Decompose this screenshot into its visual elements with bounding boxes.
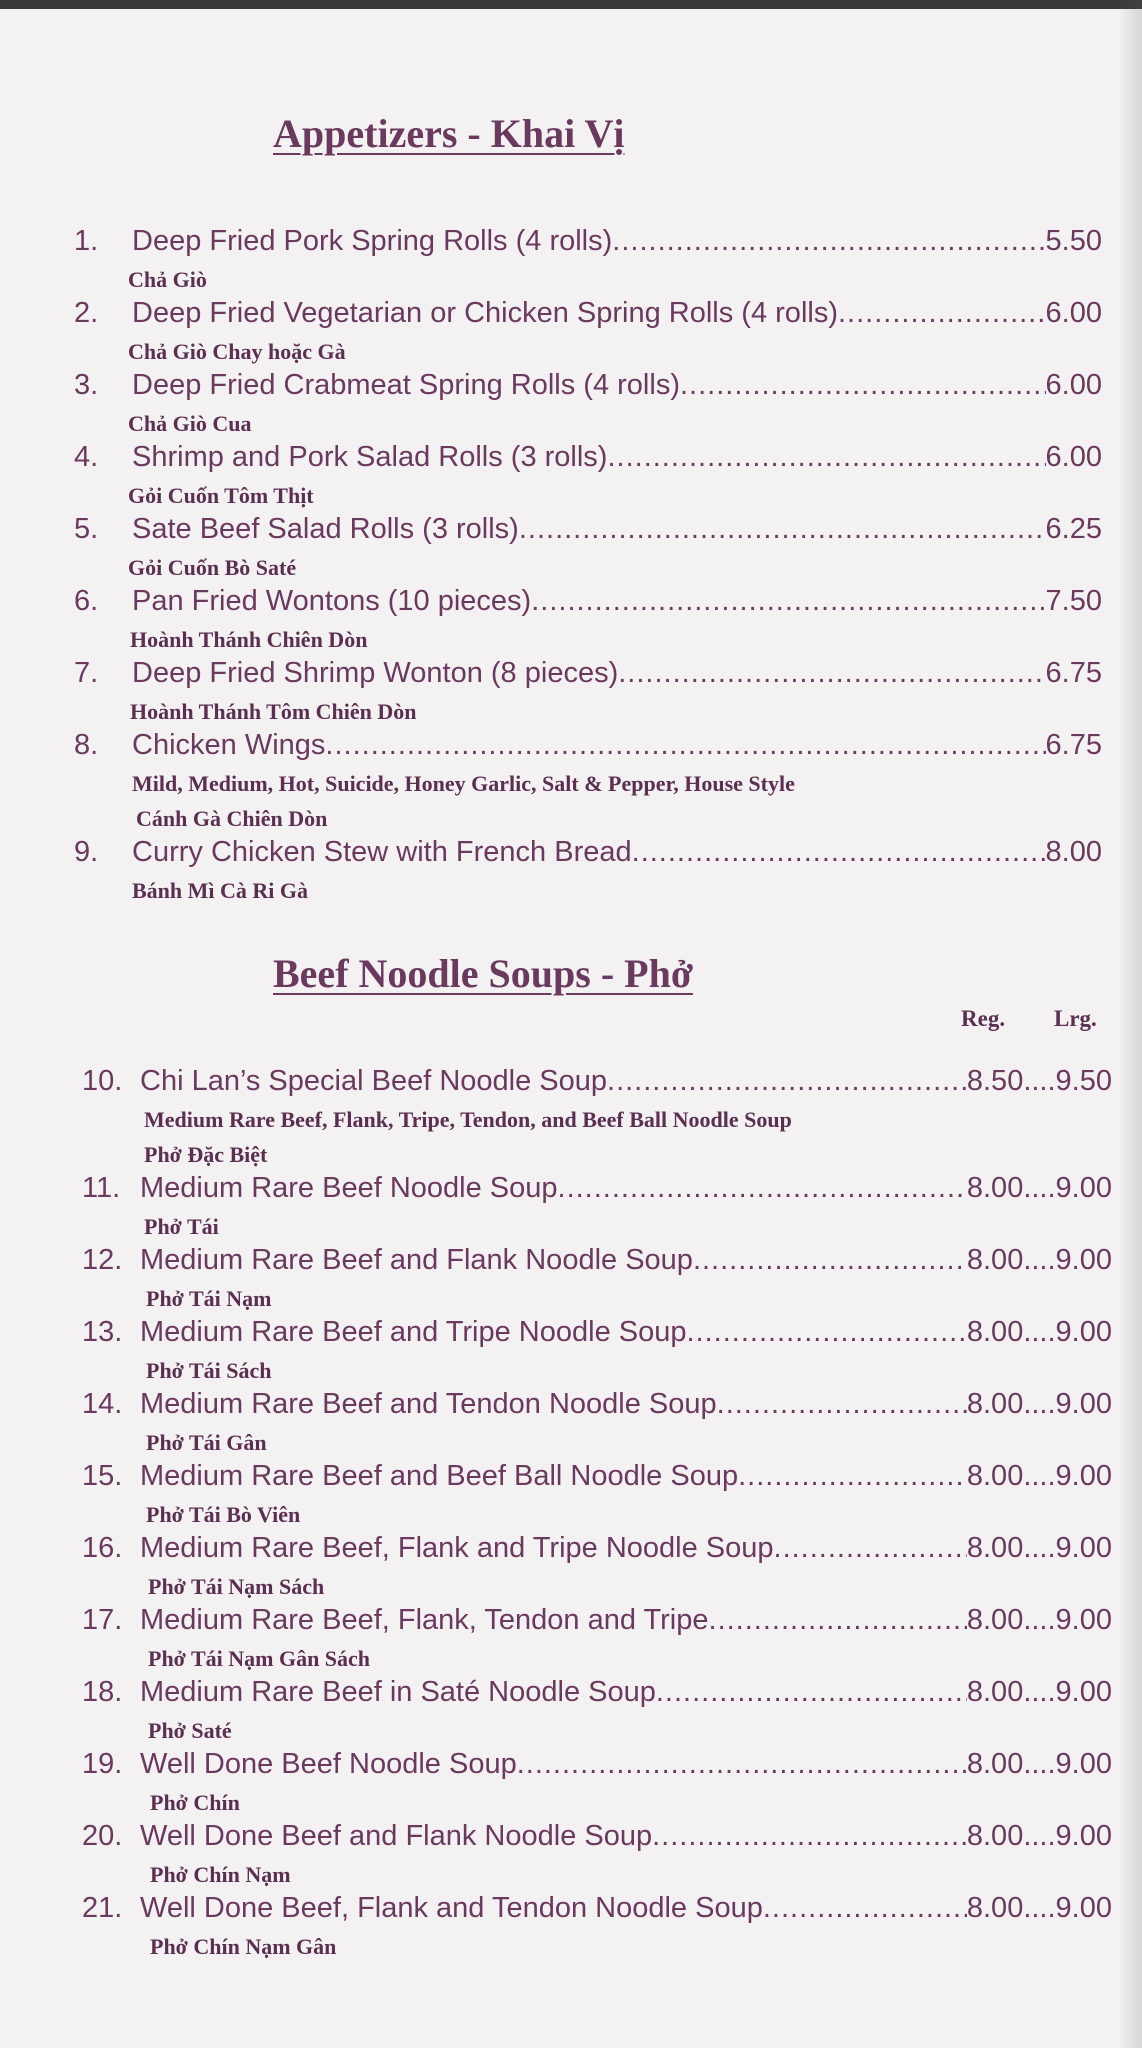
item-line — [82, 1532, 1112, 1570]
item-price: 8.00....9.00 — [966, 1748, 1112, 1780]
item-price: 8.00....9.00 — [966, 1316, 1112, 1348]
item-vietnamese-name: Phở Tái Bò Viên — [146, 1502, 301, 1527]
item-price: 6.75 — [1045, 729, 1102, 761]
item-vietnamese-name: Phở Saté — [148, 1718, 232, 1743]
item-name: Medium Rare Beef, Flank and Tripe Noodle Soup — [140, 1532, 774, 1564]
item-name: Pan Fried Wontons (10 pieces) — [132, 585, 532, 617]
item-number: 4. — [74, 441, 99, 473]
item-line — [82, 1065, 1112, 1103]
leader-dots — [774, 1532, 967, 1565]
item-vietnamese-name: Bánh Mì Cà Ri Gà — [132, 878, 309, 903]
leader-dots — [612, 225, 1045, 258]
item-price: 8.00....9.00 — [966, 1172, 1112, 1204]
item-line — [74, 225, 1102, 263]
item-vietnamese-name: Phở Tái Nạm Gân Sách — [148, 1646, 371, 1671]
leader-dots — [325, 729, 1045, 762]
item-number: 21. — [82, 1892, 123, 1924]
item-price: 6.25 — [1045, 513, 1102, 545]
item-line — [82, 1676, 1112, 1714]
item-name: Well Done Beef and Flank Noodle Soup — [140, 1820, 653, 1852]
item-price: 8.00....9.00 — [966, 1676, 1112, 1708]
leader-dots — [717, 1388, 967, 1421]
item-name: Deep Fried Vegetarian or Chicken Spring Rolls (4 rolls) — [132, 297, 838, 329]
item-name: Sate Beef Salad Rolls (3 rolls) — [132, 513, 519, 545]
item-number: 6. — [74, 585, 99, 617]
item-name: Deep Fried Shrimp Wonton (8 pieces) — [132, 657, 619, 689]
item-line — [82, 1748, 1112, 1786]
item-name: Well Done Beef Noodle Soup — [140, 1748, 517, 1780]
menu-item — [0, 297, 1142, 369]
item-price: 6.75 — [1045, 657, 1102, 689]
leader-dots — [517, 1748, 967, 1781]
item-name: Medium Rare Beef and Tendon Noodle Soup — [140, 1388, 717, 1420]
item-line — [82, 1316, 1112, 1354]
menu-item — [0, 1316, 1142, 1388]
item-number: 13. — [82, 1316, 123, 1348]
item-vietnamese-name: Chả Giò Cua — [128, 411, 252, 436]
item-line — [82, 1604, 1112, 1642]
item-name: Medium Rare Beef, Flank, Tendon and Tripe — [140, 1604, 709, 1636]
item-line — [74, 657, 1102, 695]
item-line — [82, 1244, 1112, 1282]
item-price: 6.00 — [1045, 441, 1102, 473]
menu-item — [0, 1244, 1142, 1316]
item-number: 3. — [74, 369, 99, 401]
leader-dots — [763, 1892, 967, 1925]
item-description: Medium Rare Beef, Flank, Tripe, Tendon, and Beef Ball Noodle Soup — [144, 1107, 792, 1132]
item-name: Medium Rare Beef and Tripe Noodle Soup — [140, 1316, 687, 1348]
menu-item — [0, 225, 1142, 297]
leader-dots — [680, 369, 1046, 402]
leader-dots — [709, 1604, 967, 1637]
item-name: Well Done Beef, Flank and Tendon Noodle Soup — [140, 1892, 763, 1924]
item-name: Medium Rare Beef and Flank Noodle Soup — [140, 1244, 693, 1276]
leader-dots — [531, 585, 1045, 618]
item-vietnamese-name: Phở Tái Sách — [146, 1358, 272, 1383]
item-vietnamese-name: Gỏi Cuốn Tôm Thịt — [128, 483, 314, 508]
item-vietnamese-name: Hoành Thánh Tôm Chiên Dòn — [130, 699, 417, 724]
menu-item — [0, 1065, 1142, 1175]
menu-item — [0, 1532, 1142, 1604]
item-price: 8.00....9.00 — [966, 1532, 1112, 1564]
item-line — [74, 297, 1102, 335]
item-price: 8.00....9.00 — [966, 1892, 1112, 1924]
menu-item — [0, 585, 1142, 657]
leader-dots — [652, 1820, 967, 1853]
leader-dots — [738, 1460, 967, 1493]
item-description: Mild, Medium, Hot, Suicide, Honey Garlic, Salt & Pepper, House Style — [132, 771, 795, 796]
item-vietnamese-name: Hoành Thánh Chiên Dòn — [130, 627, 368, 652]
menu-item — [0, 1748, 1142, 1820]
item-vietnamese-name: Phở Chín Nạm Gân — [150, 1934, 337, 1959]
menu-item — [0, 1676, 1142, 1748]
menu-item — [0, 657, 1142, 729]
item-price: 8.50....9.50 — [966, 1065, 1112, 1097]
leader-dots — [607, 1065, 967, 1098]
leader-dots — [693, 1244, 967, 1277]
menu-item — [0, 1388, 1142, 1460]
item-vietnamese-name: Phở Tái Nạm Sách — [148, 1574, 325, 1599]
item-name: Chicken Wings — [132, 729, 326, 761]
item-number: 20. — [82, 1820, 123, 1852]
item-price: 8.00....9.00 — [966, 1820, 1112, 1852]
item-number: 17. — [82, 1604, 123, 1636]
item-number: 11. — [82, 1172, 121, 1204]
menu-item — [0, 729, 1142, 839]
item-number: 12. — [82, 1244, 123, 1276]
menu-item — [0, 1820, 1142, 1892]
item-number: 18. — [82, 1676, 123, 1708]
item-number: 19. — [82, 1748, 123, 1780]
item-number: 9. — [74, 836, 99, 868]
item-vietnamese-name: Phở Chín — [150, 1790, 240, 1815]
menu-item — [0, 1604, 1142, 1676]
item-name: Deep Fried Crabmeat Spring Rolls (4 rolls) — [132, 369, 680, 401]
item-line — [82, 1460, 1112, 1498]
item-price: 6.00 — [1045, 369, 1102, 401]
leader-dots — [686, 1316, 966, 1349]
item-name: Medium Rare Beef and Beef Ball Noodle Soup — [140, 1460, 739, 1492]
item-vietnamese-name: Phở Tái — [144, 1214, 219, 1239]
appetizers-heading: Appetizers - Khai Vị — [273, 111, 625, 156]
menu-item — [0, 513, 1142, 585]
item-number: 10. — [82, 1065, 123, 1097]
item-vietnamese-name: Phở Tái Gân — [146, 1430, 267, 1455]
item-price: 8.00 — [1045, 836, 1102, 868]
item-name: Curry Chicken Stew with French Bread — [132, 836, 632, 868]
item-line — [74, 513, 1102, 551]
menu-item — [0, 441, 1142, 513]
menu-item — [0, 1172, 1142, 1244]
item-name: Medium Rare Beef in Saté Noodle Soup — [140, 1676, 656, 1708]
item-line — [82, 1388, 1112, 1426]
item-number: 2. — [74, 297, 99, 329]
page-top-edge — [0, 0, 1142, 9]
menu-item — [0, 836, 1142, 908]
item-vietnamese-name: Phở Chín Nạm — [150, 1862, 291, 1887]
item-name: Shrimp and Pork Salad Rolls (3 rolls) — [132, 441, 608, 473]
item-price: 8.00....9.00 — [966, 1388, 1112, 1420]
regular-size-header: Reg. — [961, 1006, 1006, 1031]
item-line — [74, 441, 1102, 479]
item-price: 5.50 — [1045, 225, 1102, 257]
item-line — [82, 1172, 1112, 1210]
large-size-header: Lrg. — [1054, 1006, 1097, 1031]
item-vietnamese-name: Gỏi Cuốn Bò Saté — [128, 555, 297, 580]
item-line — [74, 729, 1102, 767]
item-number: 5. — [74, 513, 99, 545]
menu-item — [0, 1460, 1142, 1532]
item-line — [82, 1820, 1112, 1858]
item-price: 8.00....9.00 — [966, 1460, 1112, 1492]
item-number: 7. — [74, 657, 99, 689]
item-price: 8.00....9.00 — [966, 1604, 1112, 1636]
item-number: 1. — [74, 225, 99, 257]
item-line — [74, 585, 1102, 623]
item-name: Chi Lan’s Special Beef Noodle Soup — [140, 1065, 608, 1097]
item-line — [74, 836, 1102, 874]
item-vietnamese-name: Phở Đặc Biệt — [144, 1142, 268, 1167]
item-price: 7.50 — [1045, 585, 1102, 617]
item-vietnamese-name: Chả Giò — [128, 267, 207, 292]
item-name: Medium Rare Beef Noodle Soup — [140, 1172, 558, 1204]
leader-dots — [838, 297, 1046, 330]
item-line — [82, 1892, 1112, 1930]
item-price: 8.00....9.00 — [966, 1244, 1112, 1276]
leader-dots — [558, 1172, 967, 1205]
item-price: 6.00 — [1045, 297, 1102, 329]
leader-dots — [607, 441, 1045, 474]
leader-dots — [618, 657, 1045, 690]
item-name: Deep Fried Pork Spring Rolls (4 rolls) — [132, 225, 613, 257]
item-line — [74, 369, 1102, 407]
item-number: 15. — [82, 1460, 123, 1492]
item-number: 8. — [74, 729, 99, 761]
menu-item — [0, 369, 1142, 441]
leader-dots — [656, 1676, 967, 1709]
item-number: 14. — [82, 1388, 123, 1420]
leader-dots — [632, 836, 1046, 869]
item-vietnamese-name: Chả Giò Chay hoặc Gà — [128, 339, 346, 364]
leader-dots — [519, 513, 1046, 546]
item-vietnamese-name: Cánh Gà Chiên Dòn — [136, 806, 328, 831]
item-number: 16. — [82, 1532, 123, 1564]
menu-item — [0, 1892, 1142, 1964]
pho-heading: Beef Noodle Soups - Phở — [273, 951, 693, 996]
item-vietnamese-name: Phở Tái Nạm — [146, 1286, 272, 1311]
